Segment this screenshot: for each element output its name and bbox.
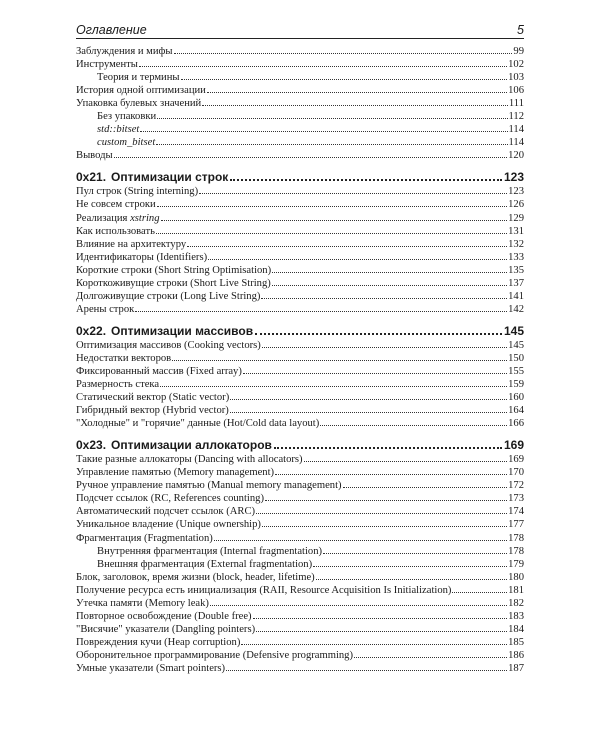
entry-page-number: 160 <box>508 392 524 404</box>
entry-title: Повторное освобождение (Double free) <box>76 610 252 622</box>
dot-leader <box>230 403 507 413</box>
entry-page-number: 112 <box>508 111 524 123</box>
dot-leader <box>343 478 508 488</box>
entry-page-number: 178 <box>508 532 524 544</box>
entry-page-number: 120 <box>508 150 524 162</box>
entry-title: Оптимизации массивов <box>111 323 254 338</box>
dot-leader <box>156 135 507 145</box>
dot-leader <box>272 263 507 273</box>
dot-leader <box>140 122 507 132</box>
entry-page-number: 173 <box>508 493 524 505</box>
entry-page-number: 102 <box>508 59 524 71</box>
header-title: Оглавление <box>76 23 147 37</box>
entry-title: Гибридный вектор (Hybrid vector) <box>76 405 229 417</box>
dot-leader <box>160 377 507 387</box>
toc-item[interactable] <box>76 289 524 302</box>
entry-title: Теория и термины <box>97 72 180 84</box>
toc-subitem[interactable] <box>76 135 524 148</box>
entry-page-number: 187 <box>508 662 524 674</box>
dot-leader <box>172 351 507 361</box>
chapter-number: 0x21. <box>76 170 107 185</box>
toc-item[interactable] <box>76 390 524 403</box>
dot-leader <box>261 289 507 299</box>
dot-leader <box>230 168 502 181</box>
toc-item[interactable] <box>76 250 524 263</box>
toc-item[interactable] <box>76 570 524 583</box>
dot-leader <box>214 531 507 541</box>
entry-page-number: 186 <box>508 649 524 661</box>
entry-page-number: 123 <box>503 170 524 185</box>
entry-title: Оптимизации аллокаторов <box>111 438 272 453</box>
entry-title: Оптимизации строк <box>111 170 229 185</box>
entry-title: Внутренняя фрагментация (Internal fragmentation) <box>97 545 323 557</box>
dot-leader <box>320 416 507 426</box>
toc-item[interactable] <box>76 83 524 96</box>
entry-page-number: 129 <box>508 212 524 224</box>
dot-leader <box>452 583 507 593</box>
toc-item[interactable] <box>76 44 524 57</box>
toc-item[interactable] <box>76 416 524 429</box>
toc-item[interactable] <box>76 491 524 504</box>
entry-page-number: 178 <box>508 545 524 557</box>
entry-title: Фиксированный массив (Fixed array) <box>76 365 242 377</box>
dot-leader <box>316 570 507 580</box>
toc-subitem[interactable] <box>76 109 524 122</box>
toc-item[interactable] <box>76 224 524 237</box>
dot-leader <box>208 250 507 260</box>
dot-leader <box>265 491 507 501</box>
dot-leader <box>230 390 507 400</box>
entry-title-italic: std::bitset <box>97 124 140 136</box>
toc-item[interactable] <box>76 403 524 416</box>
toc-item[interactable] <box>76 622 524 635</box>
entry-page-number: 185 <box>508 636 524 648</box>
dot-leader <box>274 436 502 449</box>
entry-title: Выводы <box>76 150 113 162</box>
entry-page-number: 150 <box>508 352 524 364</box>
entry-page-number: 159 <box>508 379 524 391</box>
page-header <box>76 17 524 39</box>
entry-title: Не совсем строки <box>76 199 156 211</box>
toc-item[interactable] <box>76 377 524 390</box>
entry-title: Блок, заголовок, время жизни (block, header, lifetime) <box>76 571 315 583</box>
toc-item[interactable] <box>76 211 524 224</box>
dot-leader <box>256 622 507 632</box>
entry-page-number: 183 <box>508 610 524 622</box>
entry-title: Статический вектор (Static vector) <box>76 392 230 404</box>
entry-title: Идентификаторы (Identifiers) <box>76 251 208 263</box>
dot-leader <box>323 544 507 554</box>
toc-chapter[interactable] <box>76 168 524 184</box>
entry-page-number: 123 <box>508 186 524 198</box>
dot-leader <box>156 224 507 234</box>
entry-page-number: 172 <box>508 480 524 492</box>
entry-title: Инструменты <box>76 59 138 71</box>
dot-leader <box>262 517 507 527</box>
toc-item[interactable] <box>76 517 524 530</box>
entry-title <box>97 123 139 136</box>
header-page-number: 5 <box>517 23 524 37</box>
toc-subitem[interactable] <box>76 122 524 135</box>
toc-item[interactable] <box>76 338 524 351</box>
entry-page-number: 182 <box>508 597 524 609</box>
toc-item[interactable] <box>76 596 524 609</box>
toc-item[interactable] <box>76 648 524 661</box>
entry-title: Уникальное владение (Unique ownership) <box>76 519 261 531</box>
toc-item[interactable] <box>76 276 524 289</box>
dot-leader <box>187 237 507 247</box>
entry-page-number: 142 <box>508 303 524 315</box>
entry-page-number: 133 <box>508 251 524 263</box>
toc-item[interactable] <box>76 609 524 622</box>
entry-page-number: 179 <box>508 558 524 570</box>
entry-page-number: 132 <box>508 238 524 250</box>
toc-chapter[interactable] <box>76 436 524 452</box>
entry-page-number: 141 <box>508 290 524 302</box>
entry-page-number: 155 <box>508 365 524 377</box>
dot-leader <box>253 609 508 619</box>
entry-title: Долгоживущие строки (Long Live String) <box>76 290 261 302</box>
dot-leader <box>354 648 507 658</box>
entry-page-number: 174 <box>508 506 524 518</box>
entry-page-number: 99 <box>513 46 524 57</box>
dot-leader <box>313 557 507 567</box>
entry-page-number: 181 <box>508 584 524 596</box>
dot-leader <box>241 635 507 645</box>
toc-item[interactable] <box>76 661 524 674</box>
entry-title: Такие разные аллокаторы (Dancing with allocators) <box>76 454 303 466</box>
dot-leader <box>210 596 507 606</box>
entry-title-italic: custom_bitset <box>97 137 156 149</box>
toc-item[interactable] <box>76 184 524 197</box>
entry-title: Упаковка булевых значений <box>76 98 202 110</box>
dot-leader <box>161 211 508 221</box>
toc-item[interactable] <box>76 504 524 517</box>
entry-page-number: 114 <box>508 124 524 136</box>
entry-title: Влияние на архитектуру <box>76 238 187 250</box>
entry-title: Пул строк (String interning) <box>76 186 199 198</box>
chapter-number: 0x22. <box>76 323 107 338</box>
entry-page-number: 169 <box>503 438 524 453</box>
entry-page-number: 166 <box>508 418 524 430</box>
chapter-number: 0x23. <box>76 438 107 453</box>
dot-leader <box>207 83 507 93</box>
entry-page-number: 164 <box>508 405 524 417</box>
entry-title: Короткие строки (Short String Optimisation) <box>76 264 272 276</box>
toc-item[interactable] <box>76 148 524 161</box>
entry-page-number: 170 <box>508 467 524 479</box>
dot-leader <box>157 109 507 119</box>
toc-item[interactable] <box>76 452 524 465</box>
entry-page-number: 114 <box>508 137 524 149</box>
entry-title: Реализация xstring <box>76 212 160 224</box>
toc-item[interactable] <box>76 478 524 491</box>
entry-title: Управление памятью (Memory management) <box>76 467 275 479</box>
entry-title: Заблуждения и мифы <box>76 46 173 57</box>
entry-title: Умные указатели (Smart pointers) <box>76 662 226 674</box>
dot-leader <box>304 452 508 462</box>
dot-leader <box>262 338 507 348</box>
entry-title: Оптимизация массивов (Cooking vectors) <box>76 339 261 351</box>
toc-item[interactable] <box>76 302 524 315</box>
dot-leader <box>181 70 508 80</box>
toc-item[interactable] <box>76 635 524 648</box>
dot-leader <box>256 504 507 514</box>
dot-leader <box>226 661 507 671</box>
entry-page-number: 180 <box>508 571 524 583</box>
dot-leader <box>114 148 507 158</box>
entry-title: История одной оптимизации <box>76 85 206 97</box>
toc-subitem[interactable] <box>76 70 524 83</box>
toc-item[interactable] <box>76 351 524 364</box>
toc-subitem[interactable] <box>76 557 524 570</box>
toc-item[interactable] <box>76 583 524 596</box>
dot-leader <box>275 465 507 475</box>
entry-title: Утечка памяти (Memory leak) <box>76 597 209 609</box>
dot-leader <box>202 96 508 106</box>
entry-title: Автоматический подсчет ссылок (ARC) <box>76 506 256 518</box>
entry-page-number: 137 <box>508 277 524 289</box>
entry-title: Повреждения кучи (Heap corruption) <box>76 636 241 648</box>
dot-leader <box>157 197 507 207</box>
toc-item[interactable] <box>76 531 524 544</box>
dot-leader <box>174 44 513 54</box>
entry-title: "Холодные" и "горячие" данные (Hot/Cold data layout) <box>76 418 320 430</box>
entry-title: Фрагментация (Fragmentation) <box>76 532 213 544</box>
entry-title: Ручное управление памятью (Manual memory management) <box>76 480 342 492</box>
entry-page-number: 184 <box>508 623 524 635</box>
entry-title: Подсчет ссылок (RC, References counting) <box>76 493 264 505</box>
entry-title-italic: xstring <box>130 212 160 224</box>
dot-leader <box>139 57 507 67</box>
toc-item[interactable] <box>76 197 524 210</box>
entry-page-number: 135 <box>508 264 524 276</box>
entry-page-number: 131 <box>508 225 524 237</box>
entry-title: Как использовать <box>76 225 155 237</box>
toc-chapter[interactable] <box>76 322 524 338</box>
entry-page-number: 145 <box>508 339 524 351</box>
dot-leader <box>135 302 507 312</box>
toc-item[interactable] <box>76 263 524 276</box>
entry-title: Короткоживущие строки (Short Live String) <box>76 277 271 289</box>
toc-subitem[interactable] <box>76 544 524 557</box>
entry-page-number: 103 <box>508 72 524 84</box>
entry-title: Без упаковки <box>97 111 157 123</box>
table-of-contents <box>76 44 524 674</box>
entry-title: Арены строк <box>76 303 135 315</box>
toc-item[interactable] <box>76 57 524 70</box>
toc-item[interactable] <box>76 364 524 377</box>
toc-item[interactable] <box>76 465 524 478</box>
entry-page-number: 145 <box>503 323 524 338</box>
entry-title: "Висячие" указатели (Dangling pointers) <box>76 623 256 635</box>
entry-title: Размерность стека <box>76 379 160 391</box>
entry-page-number: 106 <box>508 85 524 97</box>
entry-page-number: 169 <box>508 454 524 466</box>
dot-leader <box>255 322 502 335</box>
toc-item[interactable] <box>76 237 524 250</box>
entry-title: Недостатки векторов <box>76 352 172 364</box>
dot-leader <box>272 276 507 286</box>
entry-page-number: 126 <box>508 199 524 211</box>
entry-page-number: 111 <box>508 98 524 110</box>
entry-title: Оборонительное программирование (Defensive programming) <box>76 649 354 661</box>
dot-leader <box>199 184 507 194</box>
entry-title: Внешняя фрагментация (External fragmentation) <box>97 558 313 570</box>
toc-item[interactable] <box>76 96 524 109</box>
entry-title: Получение ресурса есть инициализация (RAII, Resource Acquisition Is Initialization) <box>76 584 452 596</box>
dot-leader <box>243 364 507 374</box>
entry-page-number: 177 <box>508 519 524 531</box>
